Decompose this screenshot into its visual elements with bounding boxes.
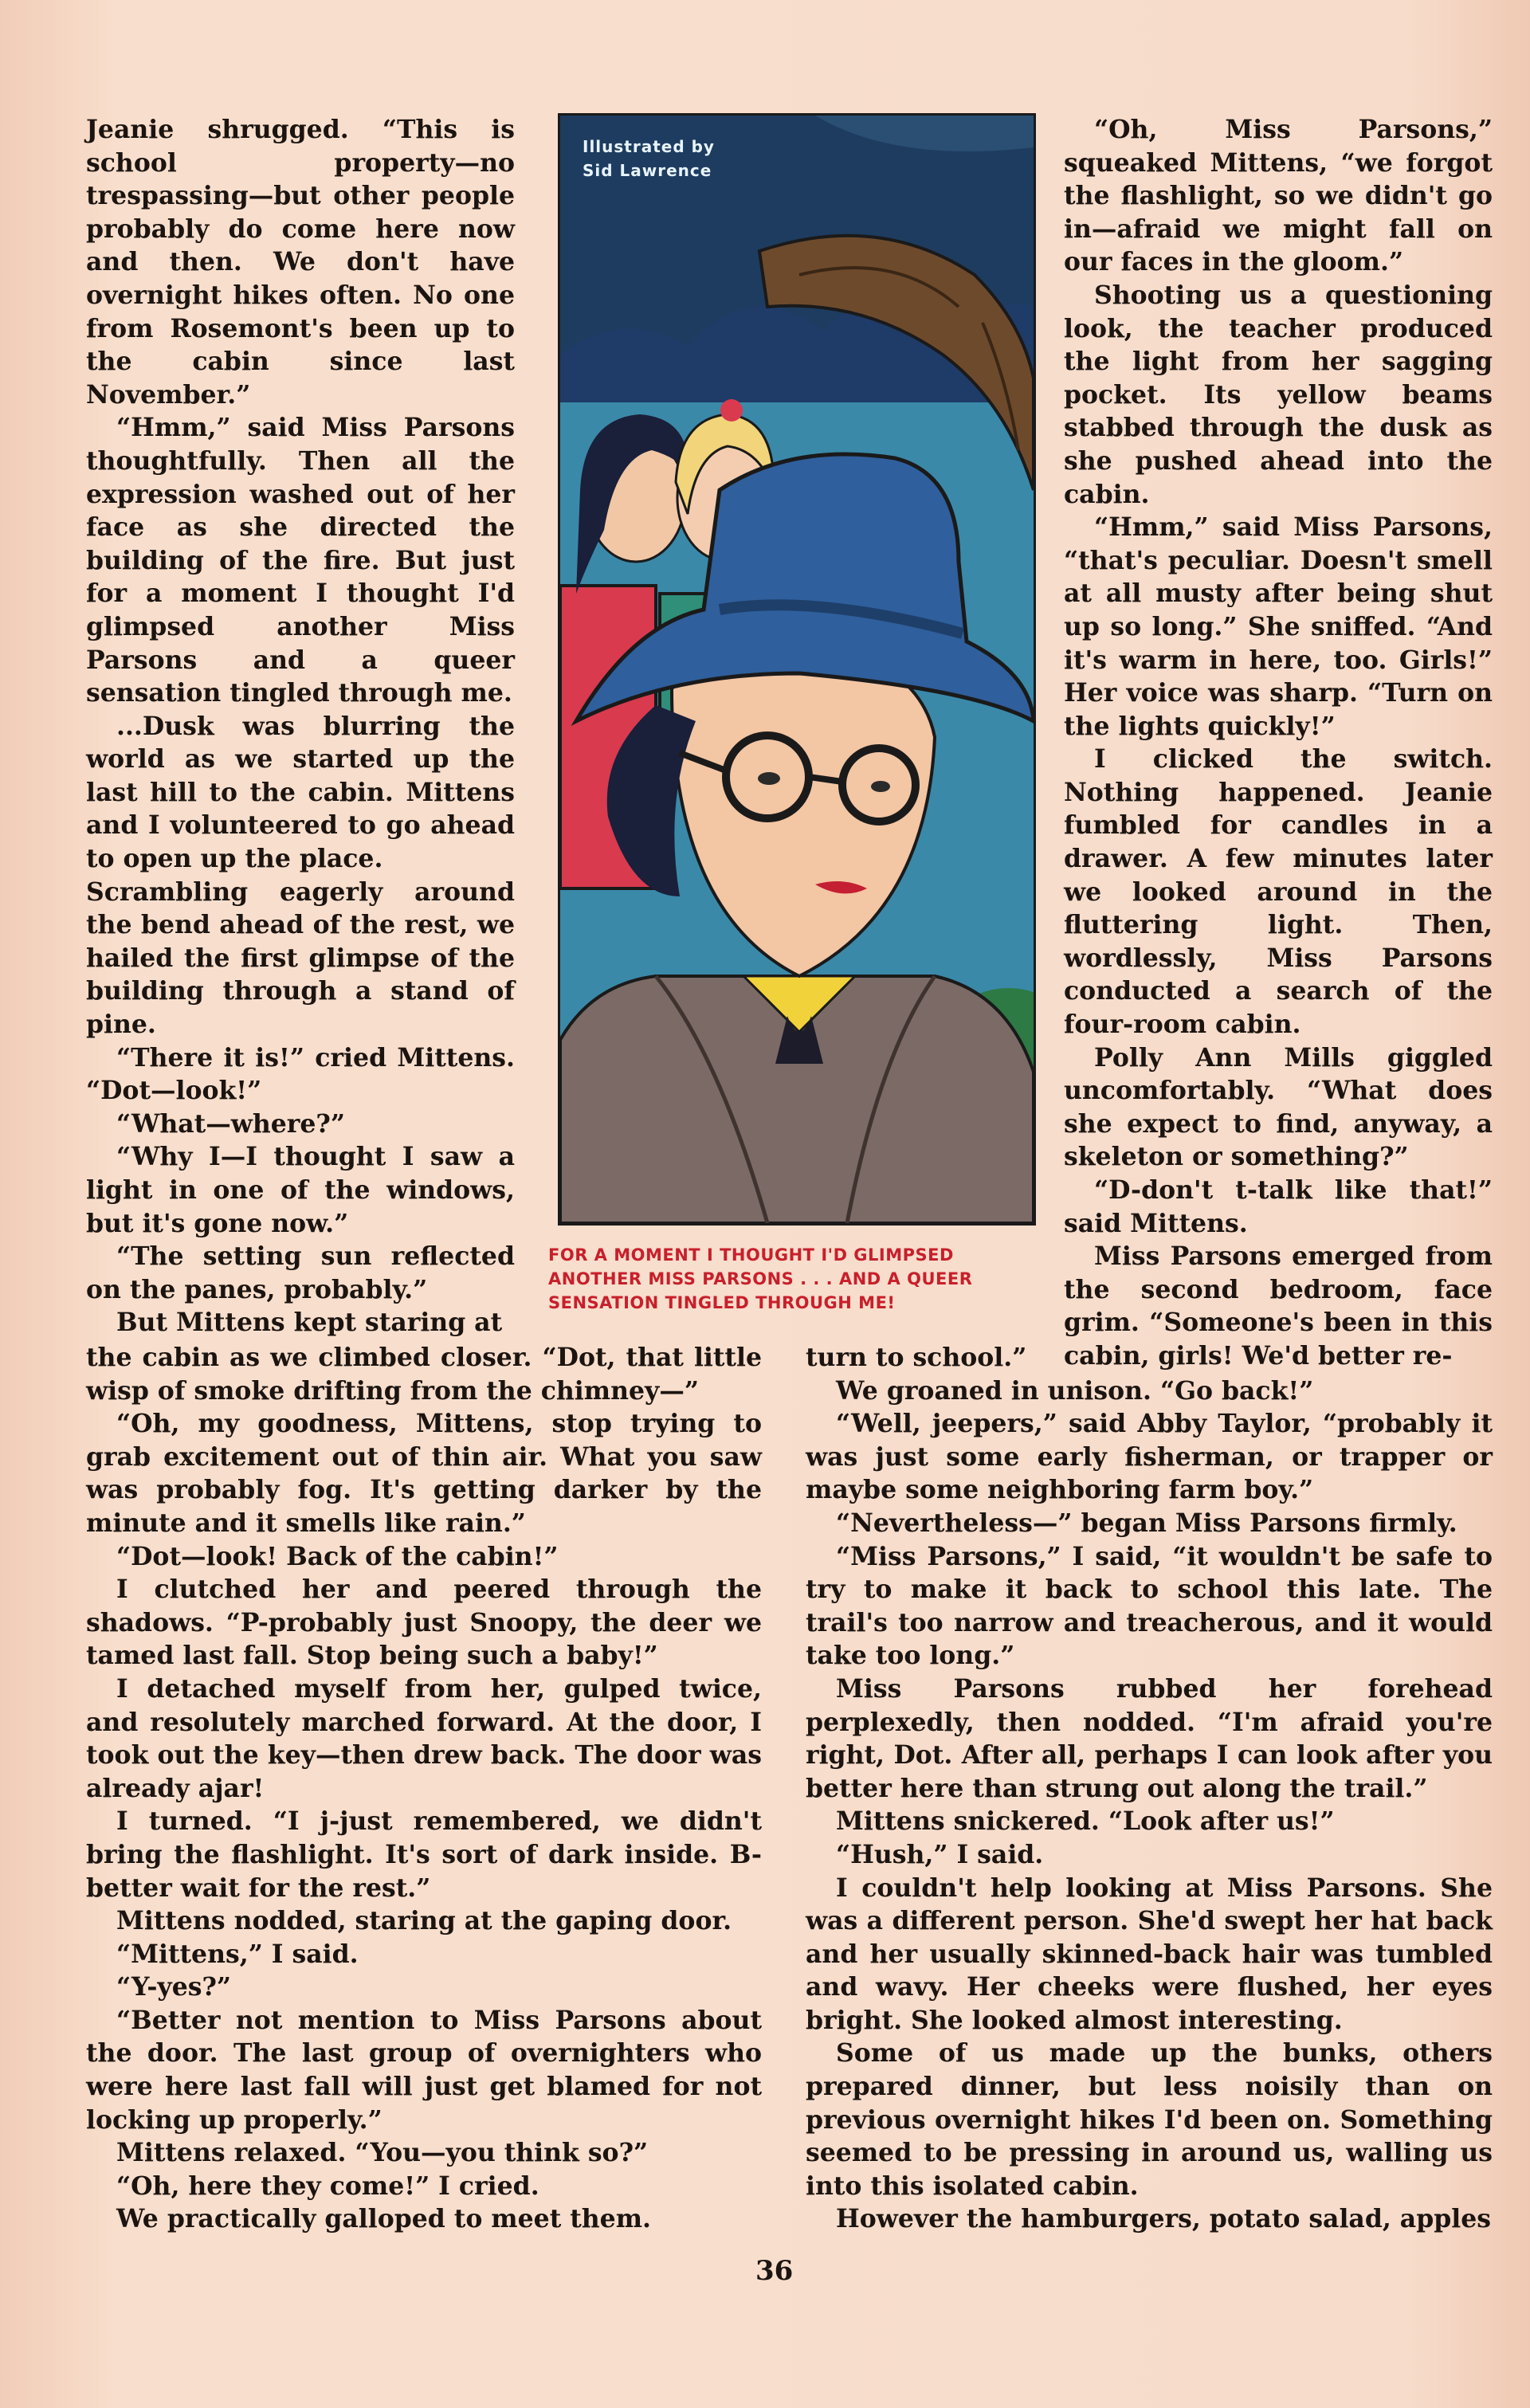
bottom-right-column — [806, 1341, 1493, 2236]
paragraph: I detached myself from her, gulped twice, and resolutely marched forward. At the door, I took out the key—then drew back. The door was already ajar! — [86, 1673, 762, 1803]
paragraph: I clutched her and peered through the shadows. “P-probably just Snoopy, the deer we tamed last fall. Stop being such a baby!” — [86, 1575, 762, 1671]
paragraph: “Oh, my goodness, Mittens, stop trying to grab excitement out of thin air. What you saw was probably fog. It's getting darker by the minute and it smells like rain.” — [86, 1409, 762, 1538]
page-number: 36 — [755, 2255, 794, 2287]
paragraph: “What—where?” — [116, 1108, 346, 1139]
right-column — [1064, 113, 1493, 1373]
credit-line: Illustrated by — [583, 137, 715, 156]
paragraph: We groaned in unison. “Go back!” — [836, 1375, 1314, 1406]
paragraph: Jeanie shrugged. “This is school property—no trespassing—but other people probably do come here now and then. We don't have overnight hikes often. No one from Rosemont's been up to the cabin since last November.” — [86, 115, 515, 410]
illustration-credit — [583, 135, 715, 182]
paragraph: Mittens snickered. “Look after us!” — [836, 1806, 1335, 1837]
paragraph: “Oh, here they come!” I cried. — [116, 2171, 539, 2201]
illustration-artwork — [560, 116, 1034, 1223]
paragraph: Mittens nodded, staring at the gaping door. — [116, 1906, 732, 1936]
paragraph: “Y-yes?” — [116, 1972, 232, 2002]
paragraph: I clicked the switch. Nothing happened. Jeanie fumbled for candles in a drawer. A few minutes later we looked around in the fluttering light. Then, wordlessly, Miss Parsons conducted a search of the four-room cabin. — [1064, 744, 1493, 1040]
paragraph: Mittens relaxed. “You—you think so?” — [116, 2138, 649, 2168]
paragraph: We practically galloped to meet them. — [116, 2204, 652, 2234]
paragraph: Some of us made up the bunks, others prepared dinner, but less noisily than on previous overnight hikes I'd been on. Something seemed to be pressing in around us, walling us into this isolated cabin. — [806, 2038, 1493, 2201]
paragraph: Miss Parsons emerged from the second bedroom, face grim. “Someone's been in this cabin, girls! We'd better re- — [1064, 1241, 1493, 1371]
story-illustration — [558, 113, 1036, 1226]
paragraph: turn to school.” — [806, 1343, 1027, 1372]
paragraph: “Better not mention to Miss Parsons about the door. The last group of overnighters who were here last fall will just get blamed for not locking up properly.” — [86, 2005, 762, 2135]
paragraph: “The setting sun reflected on the panes, probably.” — [86, 1241, 515, 1304]
paragraph: But Mittens kept staring at — [116, 1308, 503, 1338]
paragraph: Scrambling eagerly around the bend ahead of the rest, we hailed the first glimpse of the building through a stand of pine. — [86, 877, 515, 1040]
paragraph: the cabin as we climbed closer. “Dot, that little wisp of smoke drifting from the chimney—” — [86, 1343, 762, 1406]
paragraph: “Hmm,” said Miss Parsons, “that's peculiar. Doesn't smell at all musty after being shut up so long.” She sniffed. “And it's warm in here, too. Girls!” Her voice was sharp. “Turn on the lights quickly!” — [1064, 512, 1493, 741]
paragraph: ...Dusk was blurring the world as we started up the last hill to the cabin. Mittens and I volunteered to go ahead to open up the place. — [86, 711, 515, 874]
paragraph: “Nevertheless—” began Miss Parsons firmly. — [836, 1508, 1457, 1538]
bottom-left-column — [86, 1341, 762, 2236]
paragraph: “Hush,” I said. — [836, 1839, 1044, 1869]
paragraph: “Dot—look! Back of the cabin!” — [116, 1541, 559, 1571]
paragraph: “Oh, Miss Parsons,” squeaked Mittens, “we forgot the flashlight, so we didn't go in—afraid we might fall on our faces in the gloom.” — [1064, 115, 1493, 277]
paragraph: However the hamburgers, potato salad, apples — [836, 2204, 1491, 2234]
paragraph: “Why I—I thought I saw a light in one of the windows, but it's gone now.” — [86, 1142, 515, 1238]
paragraph: I couldn't help looking at Miss Parsons. She was a different person. She'd swept her hat back and her usually skinned-back hair was tumbled and wavy. Her cheeks were flushed, her eyes bright. She looked almost interesting. — [806, 1873, 1493, 2035]
paragraph: “D-don't t-talk like that!” said Mittens. — [1064, 1175, 1493, 1238]
paragraph: “There it is!” cried Mittens. “Dot—look!” — [86, 1042, 515, 1106]
paragraph: Shooting us a questioning look, the teacher produced the light from her sagging pocket. Its yellow beams stabbed through the dusk as she pushed ahead into the cabin. — [1064, 280, 1493, 509]
paragraph: “Hmm,” said Miss Parsons thoughtfully. Then all the expression washed out of her face as she directed the building of the fire. But just for a moment I thought I'd glimpsed another Miss Parsons and a queer sensation tingled through me. — [86, 413, 515, 708]
illustration-caption: FOR A MOMENT I THOUGHT I'D GLIMPSED ANOTHER MISS PARSONS . . . AND A QUEER SENSATION TINGLED THROUGH ME! — [548, 1245, 973, 1312]
paragraph: “Mittens,” I said. — [116, 1939, 359, 1969]
paragraph: “Miss Parsons,” I said, “it wouldn't be safe to try to make it back to school this late. The trail's too narrow and treacherous, and it would take too long.” — [806, 1541, 1493, 1671]
paragraph: “Well, jeepers,” said Abby Taylor, “probably it was just some early fisherman, or trapper or maybe some neighboring farm boy.” — [806, 1409, 1493, 1505]
paragraph: I turned. “I j-just remembered, we didn't bring the flashlight. It's sort of dark inside. B-better wait for the rest.” — [86, 1806, 762, 1903]
credit-line: Sid Lawrence — [583, 161, 712, 180]
left-column — [86, 113, 515, 1339]
paragraph: Polly Ann Mills giggled uncomfortably. “What does she expect to find, anyway, a skeleton or something?” — [1064, 1042, 1493, 1172]
paragraph: Miss Parsons rubbed her forehead perplexedly, then nodded. “I'm afraid you're right, Dot. After all, perhaps I can look after you better here than strung out along the trail.” — [806, 1673, 1493, 1803]
